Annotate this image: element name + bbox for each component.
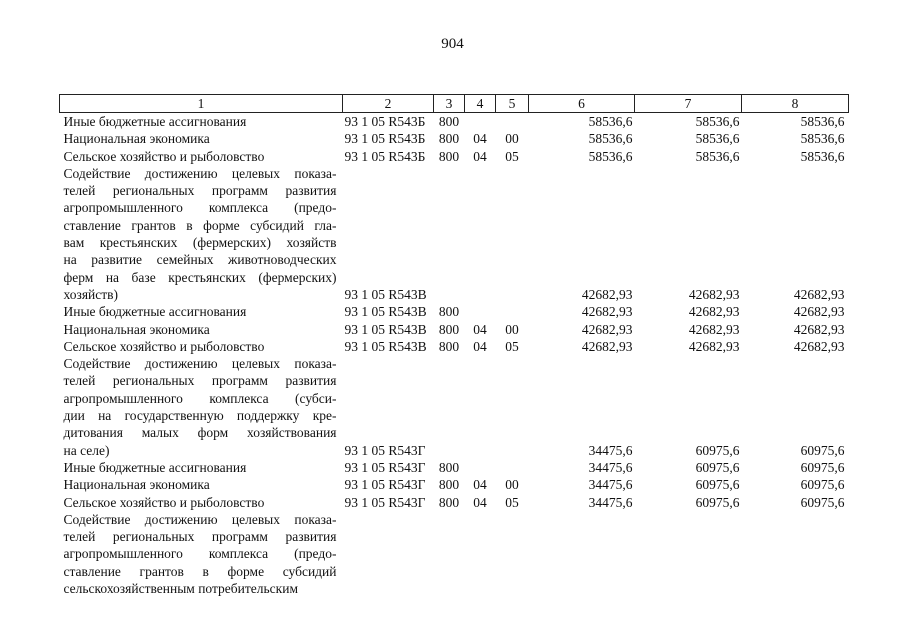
subsection-cell — [496, 165, 529, 303]
column-header-row — [60, 95, 849, 113]
subsection-cell: 00 — [505, 477, 519, 493]
amount-col6-cell: 34475,6 — [588, 459, 633, 475]
table-row — [60, 355, 849, 459]
row-name-line: Содействие достижению целевых показа- — [63, 165, 337, 181]
expense-type-cell: 800 — [438, 304, 460, 320]
expense-type-cell — [434, 165, 465, 303]
row-name-cell — [60, 113, 343, 131]
target-article-cell: 93 1 05 R543Б — [344, 148, 426, 164]
table-body — [60, 113, 849, 598]
table-row — [60, 476, 849, 493]
amount-col6-cell: 34475,6 — [588, 442, 633, 458]
row-name-cell — [60, 511, 343, 597]
row-name-line: вам крестьянских (фермерских) хозяйств — [63, 235, 337, 251]
expense-type-cell: 800 — [438, 131, 460, 147]
amount-col8-cell: 60975,6 — [800, 459, 845, 475]
row-name-cell — [60, 165, 343, 303]
row-name-line: ферм на базе крестьянских (фермерских) — [63, 269, 337, 285]
row-name-cell — [60, 459, 343, 476]
table-row — [60, 494, 849, 511]
section-cell — [465, 511, 496, 597]
row-name-line: Национальная экономика — [63, 321, 210, 337]
row-name-line: ставление грантов в форме субсидий — [63, 563, 337, 579]
row-name-line: Иные бюджетные ассигнования — [63, 459, 247, 475]
row-name-line: на селе) — [63, 442, 110, 458]
row-name-cell — [60, 476, 343, 493]
row-name-line: дии на государственную поддержку кре- — [63, 408, 337, 424]
row-name-line: телей региональных программ развития — [63, 529, 337, 545]
target-article-cell — [343, 511, 434, 597]
amount-col6-cell: 42682,93 — [581, 286, 633, 302]
row-name-line: Содействие достижению целевых показа- — [63, 356, 337, 372]
amount-col7-cell: 60975,6 — [695, 459, 740, 475]
target-article-cell: 93 1 05 R543В — [344, 338, 427, 354]
amount-col8-cell: 58536,6 — [800, 148, 845, 164]
row-name-line: Иные бюджетные ассигнования — [63, 114, 247, 129]
expense-type-cell: 800 — [438, 477, 460, 493]
amount-col6-cell: 58536,6 — [588, 131, 633, 147]
expense-type-cell: 800 — [438, 114, 460, 129]
amount-col8-cell — [742, 511, 849, 597]
table-row — [60, 338, 849, 355]
amount-col7-cell: 60975,6 — [695, 442, 740, 458]
row-name-line: Национальная экономика — [63, 131, 210, 147]
section-cell — [465, 459, 496, 476]
amount-col7-cell — [635, 511, 742, 597]
subsection-cell: 05 — [505, 148, 519, 164]
section-cell — [465, 355, 496, 459]
amount-col6-cell: 58536,6 — [588, 148, 633, 164]
amount-col6-cell: 42682,93 — [581, 338, 633, 354]
target-article-cell: 93 1 05 R543Г — [344, 459, 426, 475]
column-header-3: 3 — [434, 95, 465, 113]
table-row — [60, 321, 849, 338]
column-header-4: 4 — [465, 95, 496, 113]
row-name-line: агропромышленного комплекса (субси- — [63, 390, 337, 406]
expense-type-cell — [434, 511, 465, 597]
amount-col6-cell: 34475,6 — [588, 494, 633, 510]
amount-col7-cell: 42682,93 — [688, 304, 740, 320]
table-row — [60, 113, 849, 131]
target-article-cell: 93 1 05 R543В — [344, 304, 427, 320]
table-row — [60, 148, 849, 165]
expense-type-cell: 800 — [438, 494, 460, 510]
amount-col8-cell: 42682,93 — [793, 338, 845, 354]
amount-col6-cell — [529, 511, 635, 597]
row-name-line: Сельское хозяйство и рыболовство — [63, 148, 265, 164]
expense-type-cell: 800 — [438, 148, 460, 164]
row-name-line: дитования малых форм хозяйствования — [63, 425, 337, 441]
expense-type-cell — [434, 355, 465, 459]
target-article-cell: 93 1 05 R543Б — [344, 114, 426, 129]
section-cell: 04 — [473, 338, 487, 354]
amount-col8-cell: 42682,93 — [793, 286, 845, 302]
amount-col6-cell: 34475,6 — [588, 477, 633, 493]
section-cell — [465, 113, 496, 131]
amount-col7-cell: 58536,6 — [695, 131, 740, 147]
amount-col8-cell: 42682,93 — [793, 321, 845, 337]
row-name-line: хозяйств) — [63, 286, 119, 302]
column-header-8: 8 — [742, 95, 849, 113]
column-header-6: 6 — [529, 95, 635, 113]
subsection-cell — [496, 355, 529, 459]
amount-col6-cell: 42682,93 — [581, 321, 633, 337]
amount-col7-cell: 42682,93 — [688, 286, 740, 302]
section-cell: 04 — [473, 148, 487, 164]
section-cell: 04 — [473, 477, 487, 493]
column-header-7: 7 — [635, 95, 742, 113]
section-cell — [465, 303, 496, 320]
row-name-cell — [60, 494, 343, 511]
amount-col7-cell: 58536,6 — [695, 114, 740, 129]
expense-type-cell: 800 — [438, 459, 460, 475]
target-article-cell: 93 1 05 R543Г — [344, 477, 426, 493]
target-article-cell: 93 1 05 R543В — [344, 286, 427, 302]
section-cell: 04 — [473, 321, 487, 337]
section-cell: 04 — [473, 494, 487, 510]
amount-col8-cell: 58536,6 — [800, 131, 845, 147]
row-name-line: телей региональных программ развития — [63, 373, 337, 389]
row-name-cell — [60, 130, 343, 147]
amount-col7-cell: 42682,93 — [688, 321, 740, 337]
amount-col7-cell: 60975,6 — [695, 494, 740, 510]
subsection-cell — [496, 113, 529, 131]
budget-table — [59, 94, 849, 597]
subsection-cell: 00 — [505, 131, 519, 147]
target-article-cell: 93 1 05 R543Г — [344, 442, 426, 458]
column-header-2: 2 — [343, 95, 434, 113]
row-name-line: на развитие семейных животноводческих — [63, 252, 337, 268]
amount-col8-cell: 60975,6 — [800, 494, 845, 510]
row-name-cell — [60, 148, 343, 165]
row-name-line: агропромышленного комплекса (предо- — [63, 200, 337, 216]
target-article-cell: 93 1 05 R543Г — [344, 494, 426, 510]
amount-col8-cell: 42682,93 — [793, 304, 845, 320]
row-name-line: Содействие достижению целевых показа- — [63, 511, 337, 527]
amount-col8-cell: 60975,6 — [800, 442, 845, 458]
subsection-cell: 05 — [505, 494, 519, 510]
amount-col7-cell: 60975,6 — [695, 477, 740, 493]
row-name-line: телей региональных программ развития — [63, 183, 337, 199]
row-name-cell — [60, 355, 343, 459]
table-row — [60, 130, 849, 147]
amount-col8-cell: 60975,6 — [800, 477, 845, 493]
row-name-line: Сельское хозяйство и рыболовство — [63, 494, 265, 510]
row-name-cell — [60, 303, 343, 320]
row-name-line: Сельское хозяйство и рыболовство — [63, 338, 265, 354]
section-cell — [465, 165, 496, 303]
row-name-cell — [60, 321, 343, 338]
amount-col7-cell: 42682,93 — [688, 338, 740, 354]
subsection-cell — [496, 511, 529, 597]
row-name-line: Национальная экономика — [63, 477, 210, 493]
row-name-cell — [60, 338, 343, 355]
subsection-cell: 00 — [505, 321, 519, 337]
target-article-cell: 93 1 05 R543Б — [344, 131, 426, 147]
row-name-line: сельскохозяйственным потребительским — [63, 581, 298, 597]
column-header-5: 5 — [496, 95, 529, 113]
amount-col6-cell: 58536,6 — [588, 114, 633, 129]
table-row — [60, 165, 849, 303]
expense-type-cell: 800 — [438, 338, 460, 354]
row-name-line: ставление грантов в форме субсидий гла- — [63, 217, 337, 233]
subsection-cell — [496, 303, 529, 320]
row-name-line: Иные бюджетные ассигнования — [63, 304, 247, 320]
row-name-line: агропромышленного комплекса (предо- — [63, 546, 337, 562]
table-row — [60, 303, 849, 320]
table-row — [60, 459, 849, 476]
amount-col6-cell: 42682,93 — [581, 304, 633, 320]
column-header-1: 1 — [60, 95, 343, 113]
page-number: 904 — [441, 36, 464, 52]
subsection-cell — [496, 459, 529, 476]
amount-col7-cell: 58536,6 — [695, 148, 740, 164]
section-cell: 04 — [473, 131, 487, 147]
target-article-cell: 93 1 05 R543В — [344, 321, 427, 337]
expense-type-cell: 800 — [438, 321, 460, 337]
table-row — [60, 511, 849, 597]
subsection-cell: 05 — [505, 338, 519, 354]
amount-col8-cell: 58536,6 — [800, 114, 845, 129]
